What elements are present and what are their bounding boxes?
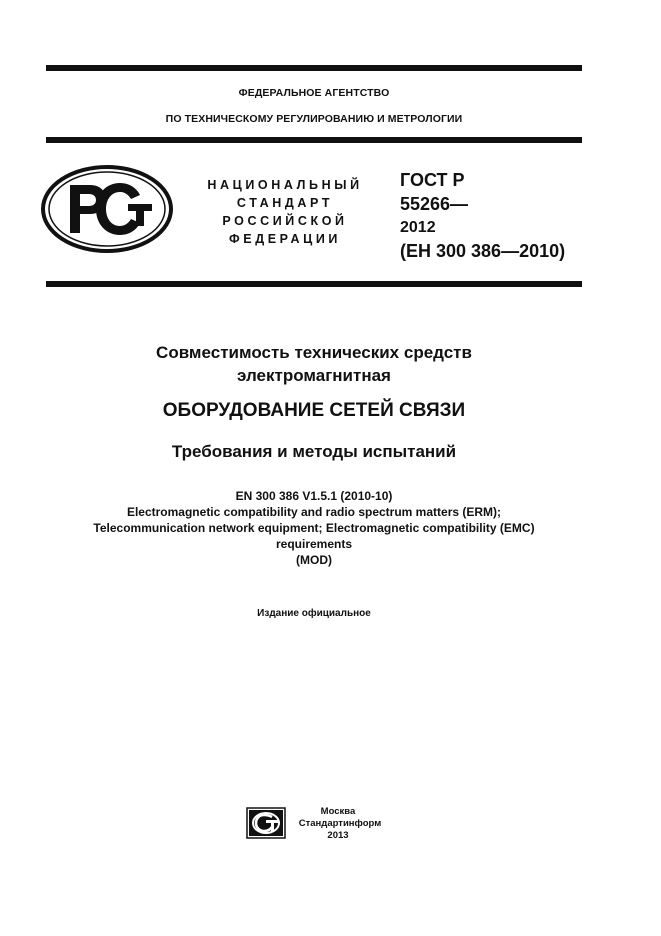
standartinform-logo-icon	[246, 807, 286, 839]
subtitle: Требования и методы испытаний	[171, 442, 457, 461]
national-standard-line-2: СТАНДАРТ	[236, 196, 334, 210]
en-reference-line-1: EN 300 386 V1.5.1 (2010-10)	[235, 489, 393, 503]
gost-designation-en-equivalent: (ЕН 300 386—2010)	[400, 241, 566, 261]
national-standard-line-4: ФЕДЕРАЦИИ	[228, 232, 341, 246]
gost-designation-line-2: 55266—	[400, 194, 469, 214]
main-title: ОБОРУДОВАНИЕ СЕТЕЙ СВЯЗИ	[162, 400, 466, 421]
national-standard-line-3: РОССИЙСКОЙ	[222, 214, 348, 228]
publisher-year: 2013	[327, 830, 349, 841]
standard-bottom-rule	[46, 281, 582, 287]
title-line-1: Совместимость технических средств	[156, 343, 472, 362]
title-line-2: электромагнитная	[237, 366, 391, 385]
gost-designation-year: 2012	[400, 219, 436, 236]
publisher-name: Стандартинформ	[298, 818, 382, 829]
en-reference-line-4: requirements	[275, 537, 353, 551]
agency-line-2: ПО ТЕХНИЧЕСКОМУ РЕГУЛИРОВАНИЮ И МЕТРОЛОГИИ	[165, 113, 463, 125]
gost-designation-line-1: ГОСТ Р	[400, 170, 465, 190]
edition-label: Издание официальное	[257, 608, 371, 619]
en-reference-line-3: Telecommunication network equipment; Electromagnetic compatibility (EMC)	[93, 521, 535, 535]
agency-line-1: ФЕДЕРАЛЬНОЕ АГЕНТСТВО	[238, 87, 390, 99]
publisher-city: Москва	[320, 806, 356, 817]
en-reference-line-5: (MOD)	[296, 553, 332, 567]
header-bottom-rule	[46, 137, 582, 143]
rst-certification-mark-icon	[40, 165, 174, 253]
national-standard-line-1: НАЦИОНАЛЬНЫЙ	[207, 178, 363, 192]
en-reference-line-2: Electromagnetic compatibility and radio spectrum matters (ERM);	[126, 505, 502, 519]
top-rule	[46, 65, 582, 71]
